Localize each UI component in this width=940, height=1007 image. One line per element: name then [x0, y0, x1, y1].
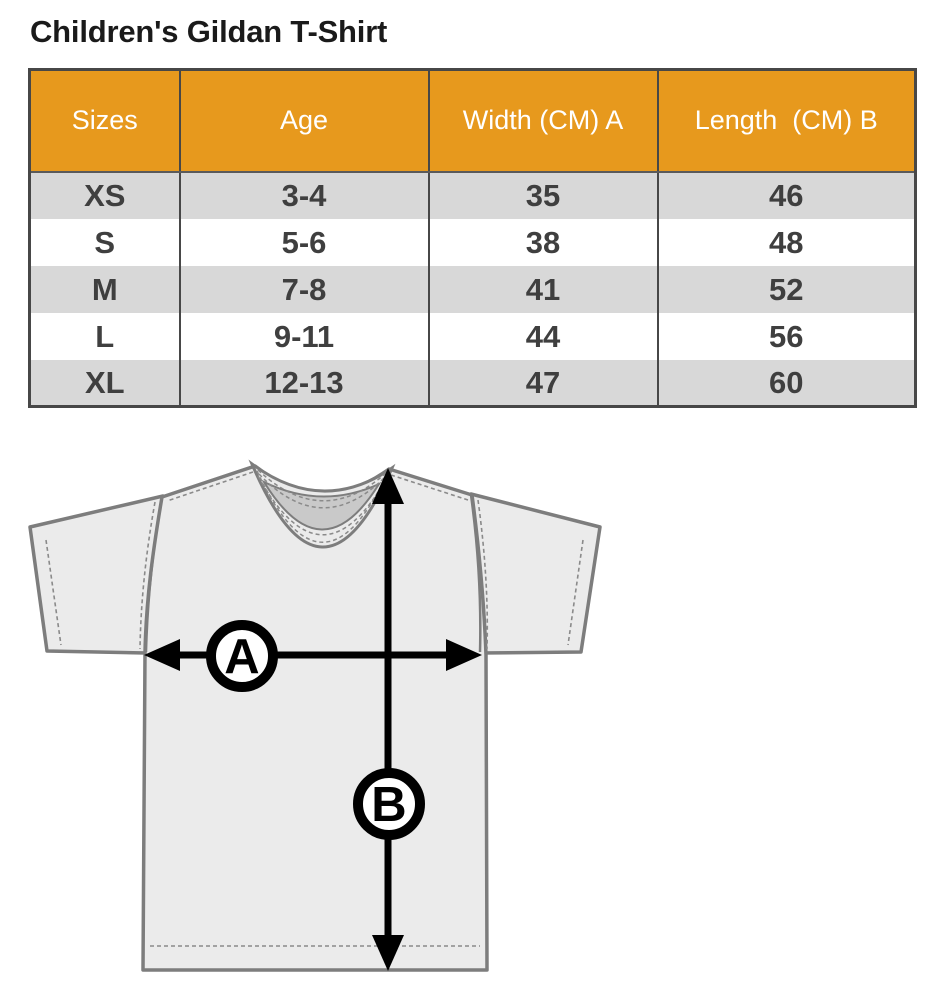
page-title: Children's Gildan T-Shirt [30, 14, 388, 49]
cell-size: L [95, 318, 115, 354]
cell-length: 46 [658, 172, 916, 219]
table-row-s [30, 219, 916, 266]
cell-size: S [94, 224, 116, 260]
cell-width: 41 [429, 266, 658, 313]
table-header-row [30, 70, 916, 172]
cell-length: 56 [658, 313, 916, 360]
header-age: Age [180, 70, 429, 172]
cell-width: 44 [429, 313, 658, 360]
header-width: Width (CM) A [429, 70, 658, 172]
cell-length: 60 [658, 360, 916, 407]
cell-width: 38 [429, 219, 658, 266]
length-marker-label: B [371, 778, 407, 832]
cell-age: 3-4 [180, 172, 429, 219]
table-row-l [30, 313, 916, 360]
cell-size: XS [84, 178, 126, 213]
cell-age: 7-8 [180, 266, 429, 313]
cell-length: 48 [658, 219, 916, 266]
cell-width: 47 [429, 360, 658, 407]
tshirt-measurement-diagram [0, 430, 660, 1007]
table-row-m [30, 266, 916, 313]
cell-age: 9-11 [180, 313, 429, 360]
cell-length: 52 [658, 266, 916, 313]
header-sizes: Sizes [30, 70, 180, 172]
table-row-xs [30, 172, 916, 219]
cell-size: XL [84, 364, 125, 400]
table-row-xl [30, 360, 916, 407]
cell-width: 35 [429, 172, 658, 219]
cell-age: 12-13 [180, 360, 429, 407]
size-table [28, 68, 917, 408]
header-length: Length (CM) B [658, 70, 916, 172]
tshirt-right-sleeve [471, 494, 600, 653]
cell-age: 5-6 [180, 219, 429, 266]
tshirt-left-sleeve [30, 496, 163, 653]
width-marker-label: A [224, 630, 260, 684]
cell-size: M [91, 271, 118, 307]
